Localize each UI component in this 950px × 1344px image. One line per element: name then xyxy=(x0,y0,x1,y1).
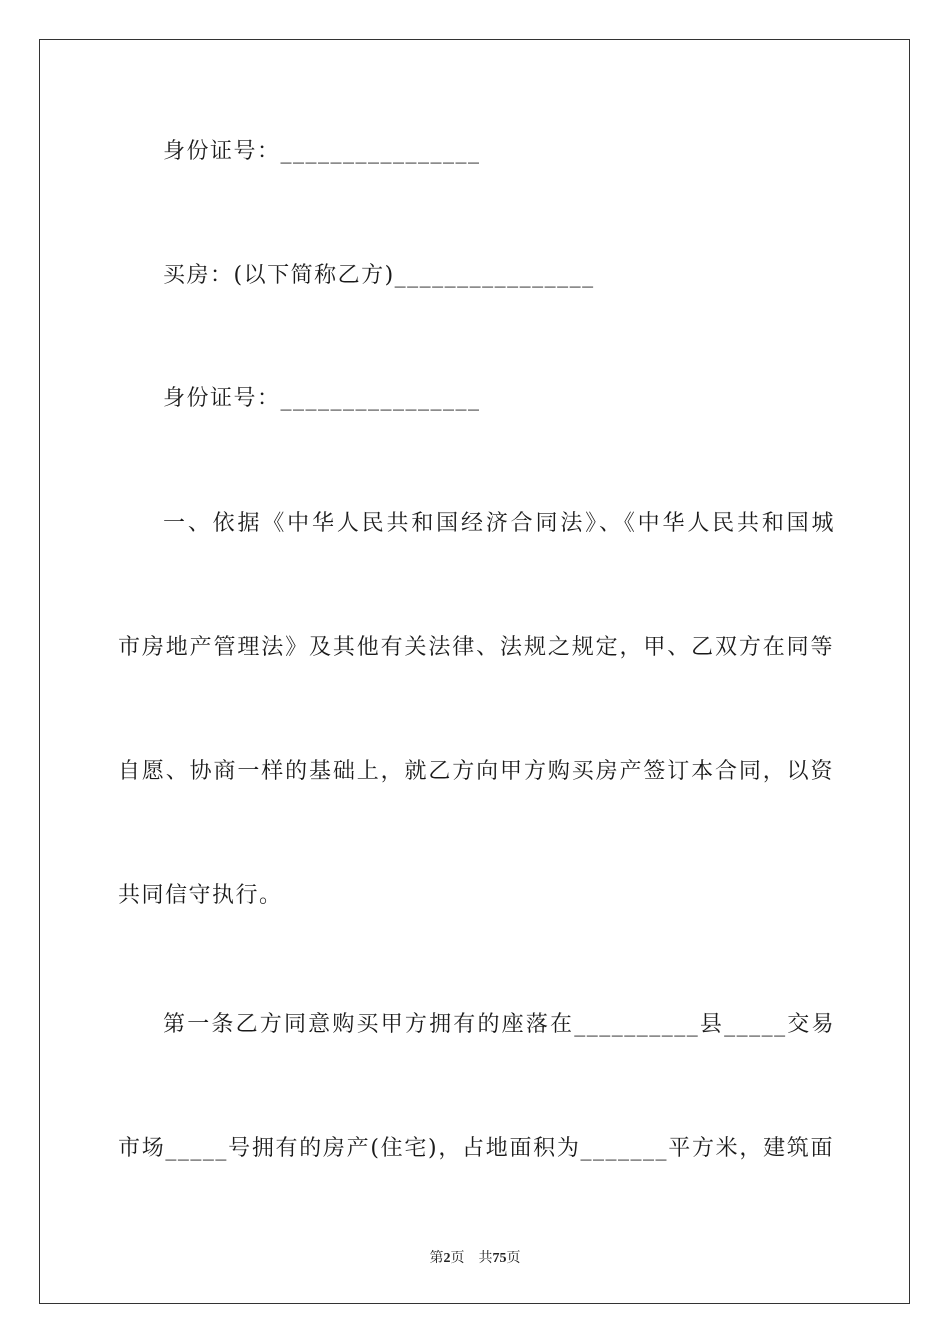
page-border xyxy=(39,39,910,1304)
page-suffix: 页 xyxy=(506,1251,521,1266)
clause-one-line-4: 共同信守执行。 xyxy=(118,883,283,908)
page-footer xyxy=(0,1247,950,1267)
page-prefix: 第 xyxy=(429,1251,444,1266)
page-current: 2 xyxy=(443,1251,451,1266)
article-one-line-1: 第一条乙方同意购买甲方拥有的座落在__________县_____交易 xyxy=(163,1012,835,1037)
clause-one-line-1: 一、依据《中华人民共和国经济合同法》、《中华人民共和国城 xyxy=(163,511,835,536)
page-total: 75 xyxy=(492,1251,507,1266)
article-one-line-2: 市场_____号拥有的房产(住宅)，占地面积为_______平方米，建筑面 xyxy=(118,1136,834,1161)
page-mid: 页 共 xyxy=(450,1251,493,1266)
seller-id-line: 身份证号：________________ xyxy=(163,139,481,164)
buyer-line: 买房：(以下简称乙方)________________ xyxy=(163,263,595,288)
clause-one-line-3: 自愿、协商一样的基础上，就乙方向甲方购买房产签订本合同，以资 xyxy=(118,759,834,784)
buyer-id-line: 身份证号：________________ xyxy=(163,386,481,411)
clause-one-line-2: 市房地产管理法》及其他有关法律、法规之规定，甲、乙双方在同等 xyxy=(118,635,834,660)
